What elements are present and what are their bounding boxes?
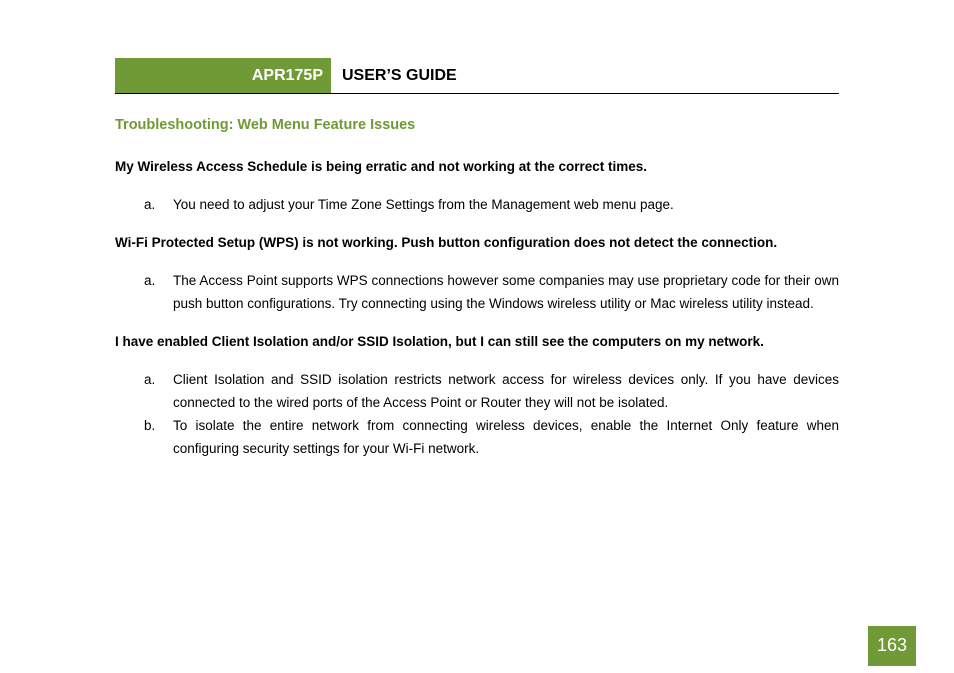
issues-content: [115, 155, 839, 460]
guide-title: USER’S GUIDE: [342, 67, 457, 84]
answer-item: [115, 368, 839, 414]
header-rule: [115, 93, 839, 94]
answer-text: Client Isolation and SSID isolation restricts network access for wireless devices only. If you have devices connected to the wired ports of the Access Point or Router they will not be isolated.: [173, 372, 839, 410]
page-number-badge: [868, 626, 916, 666]
answer-marker: a.: [144, 372, 156, 387]
answer-marker: b.: [144, 418, 156, 433]
issue-answers: [115, 269, 839, 315]
issue-answers: [115, 368, 839, 460]
issue-question: My Wireless Access Schedule is being erratic and not working at the correct times.: [115, 159, 648, 174]
answer-text: The Access Point supports WPS connections however some companies may use proprietary code for their own push button configurations. Try connecting using the Windows wireless utility or Mac wireless utility instead.: [173, 273, 839, 311]
answer-item: [115, 193, 839, 216]
answer-text: To isolate the entire network from connecting wireless devices, enable the Internet Only feature when configuring security settings for your Wi-Fi network.: [173, 418, 839, 456]
answer-item: [115, 414, 839, 460]
issue-question: Wi-Fi Protected Setup (WPS) is not working. Push button configuration does not detect the connection.: [115, 235, 778, 250]
answer-marker: a.: [144, 197, 156, 212]
model-name: APR175P: [251, 67, 323, 84]
answer-item: [115, 269, 839, 315]
answer-marker: a.: [144, 273, 156, 288]
issue-answers: [115, 193, 839, 216]
answer-text: You need to adjust your Time Zone Settings from the Management web menu page.: [173, 197, 674, 212]
issue-question: I have enabled Client Isolation and/or SSID Isolation, but I can still see the computers on my network.: [115, 334, 764, 349]
page-number: 163: [876, 635, 908, 655]
header-model-band: [115, 58, 331, 93]
section-title: Troubleshooting: Web Menu Feature Issues: [115, 117, 416, 133]
